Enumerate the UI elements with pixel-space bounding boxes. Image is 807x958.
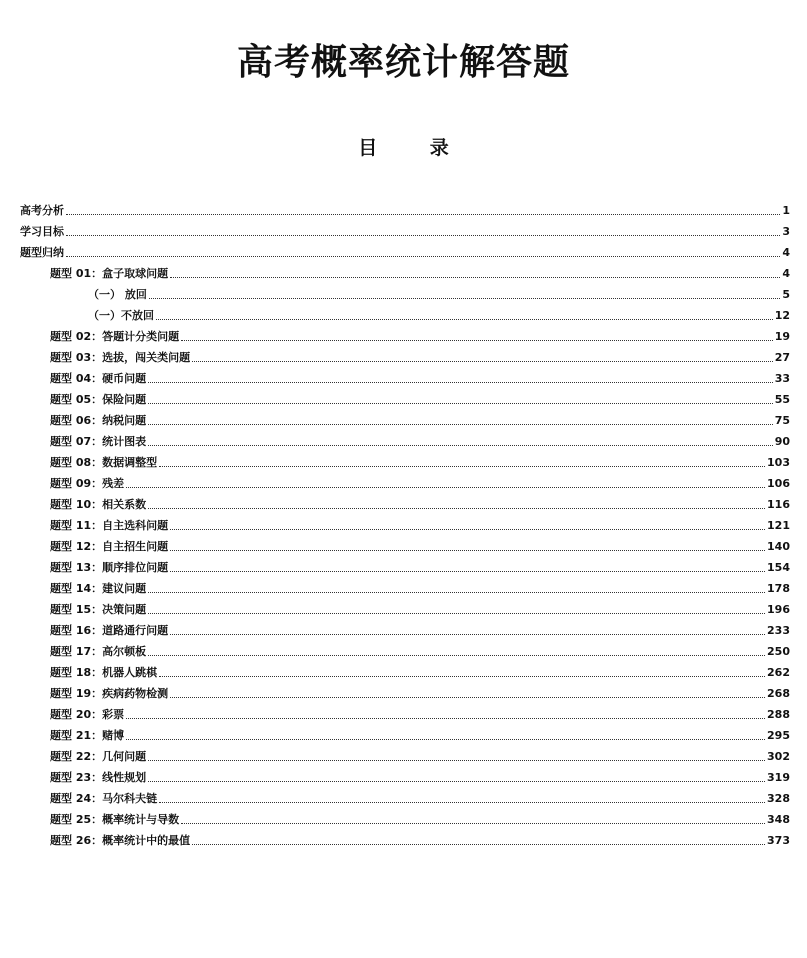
toc-entry[interactable] xyxy=(20,470,790,491)
toc-entry[interactable] xyxy=(20,323,790,344)
toc-entry[interactable] xyxy=(20,785,790,806)
toc-entry[interactable] xyxy=(20,575,790,596)
toc-entry-page-number: 154 xyxy=(767,561,790,574)
toc-entry[interactable] xyxy=(20,701,790,722)
toc-entry-label: 题型 20：彩票 xyxy=(50,708,125,721)
toc-entry-label: 题型 03：选拔，闯关类问题 xyxy=(50,351,191,364)
toc-entry[interactable] xyxy=(20,827,790,848)
toc-entry[interactable] xyxy=(20,260,790,281)
toc-entry-page-number: 178 xyxy=(767,582,790,595)
toc-entry-label: 题型 25：概率统计与导数 xyxy=(50,813,180,826)
toc-entry[interactable] xyxy=(20,680,790,701)
table-of-contents xyxy=(20,197,790,848)
toc-entry[interactable] xyxy=(20,218,790,239)
toc-dot-leader xyxy=(170,548,765,551)
toc-entry-page-number: 3 xyxy=(782,225,790,238)
toc-entry-label: 题型 18：机器人跳棋 xyxy=(50,666,158,679)
toc-entry-label: 题型 09：残差 xyxy=(50,477,125,490)
toc-dot-leader xyxy=(181,821,765,824)
toc-entry-page-number: 268 xyxy=(767,687,790,700)
toc-dot-leader xyxy=(170,275,780,278)
toc-dot-leader xyxy=(126,737,765,740)
toc-entry-page-number: 4 xyxy=(782,267,790,280)
toc-entry[interactable] xyxy=(20,596,790,617)
document-title: 高考概率统计解答题 xyxy=(236,42,570,84)
toc-entry-page-number: 288 xyxy=(767,708,790,721)
toc-entry[interactable] xyxy=(20,491,790,512)
toc-entry-label: 题型 22：几何问题 xyxy=(50,750,147,763)
toc-entry-label: 题型 24：马尔科夫链 xyxy=(50,792,158,805)
toc-entry-label: 题型 14：建议问题 xyxy=(50,582,147,595)
toc-entry-label: 题型 05：保险问题 xyxy=(50,393,147,406)
toc-entry-page-number: 328 xyxy=(767,792,790,805)
toc-entry[interactable] xyxy=(20,386,790,407)
toc-entry[interactable] xyxy=(20,239,790,260)
toc-entry-label: 高考分析 xyxy=(20,204,64,217)
toc-dot-leader xyxy=(170,569,765,572)
toc-entry-page-number: 55 xyxy=(774,393,790,406)
toc-entry-page-number: 302 xyxy=(767,750,790,763)
toc-entry-page-number: 90 xyxy=(774,435,790,448)
toc-entry[interactable] xyxy=(20,365,790,386)
toc-entry-page-number: 33 xyxy=(774,372,790,385)
toc-dot-leader xyxy=(192,359,773,362)
toc-dot-leader xyxy=(126,485,765,488)
toc-dot-leader xyxy=(66,254,780,257)
toc-entry-page-number: 121 xyxy=(767,519,790,532)
toc-entry-page-number: 116 xyxy=(767,498,790,511)
toc-dot-leader xyxy=(148,779,765,782)
toc-dot-leader xyxy=(149,296,781,299)
toc-entry[interactable] xyxy=(20,281,790,302)
toc-entry-page-number: 19 xyxy=(774,330,790,343)
toc-entry-page-number: 103 xyxy=(767,456,790,469)
toc-entry-label: 题型 17：高尔顿板 xyxy=(50,645,147,658)
toc-entry[interactable] xyxy=(20,344,790,365)
toc-entry-page-number: 140 xyxy=(767,540,790,553)
toc-entry-label: 题型 19：疾病药物检测 xyxy=(50,687,169,700)
toc-entry[interactable] xyxy=(20,449,790,470)
toc-entry-label: （一）不放回 xyxy=(88,309,154,322)
toc-dot-leader xyxy=(156,317,773,320)
toc-entry-page-number: 12 xyxy=(774,309,790,322)
toc-entry-label: 题型 26：概率统计中的最值 xyxy=(50,834,191,847)
toc-dot-leader xyxy=(159,464,765,467)
toc-entry[interactable] xyxy=(20,512,790,533)
toc-entry[interactable] xyxy=(20,197,790,218)
toc-dot-leader xyxy=(126,716,765,719)
toc-entry[interactable] xyxy=(20,302,790,323)
toc-dot-leader xyxy=(148,443,773,446)
toc-entry-label: 题型 11：自主选科问题 xyxy=(50,519,169,532)
toc-entry-page-number: 1 xyxy=(782,204,790,217)
toc-dot-leader xyxy=(148,653,765,656)
toc-entry-page-number: 106 xyxy=(767,477,790,490)
toc-dot-leader xyxy=(159,674,765,677)
toc-entry-page-number: 5 xyxy=(782,288,790,301)
toc-entry-label: 题型 16：道路通行问题 xyxy=(50,624,169,637)
toc-entry-label: 题型归纳 xyxy=(20,246,64,259)
toc-entry-label: 题型 08：数据调整型 xyxy=(50,456,158,469)
toc-entry[interactable] xyxy=(20,722,790,743)
toc-dot-leader xyxy=(66,233,780,236)
toc-entry[interactable] xyxy=(20,764,790,785)
toc-entry-page-number: 250 xyxy=(767,645,790,658)
toc-dot-leader xyxy=(181,338,773,341)
toc-entry-label: 题型 02：答题计分类问题 xyxy=(50,330,180,343)
toc-entry[interactable] xyxy=(20,638,790,659)
toc-entry-label: 题型 07：统计图表 xyxy=(50,435,147,448)
toc-entry-page-number: 27 xyxy=(774,351,790,364)
toc-entry-page-number: 233 xyxy=(767,624,790,637)
toc-entry[interactable] xyxy=(20,617,790,638)
toc-dot-leader xyxy=(148,401,773,404)
toc-entry-label: 题型 13：顺序排位问题 xyxy=(50,561,169,574)
toc-entry-page-number: 348 xyxy=(767,813,790,826)
toc-entry-page-number: 4 xyxy=(782,246,790,259)
toc-entry-label: 题型 01：盒子取球问题 xyxy=(50,267,169,280)
toc-entry-page-number: 262 xyxy=(767,666,790,679)
toc-entry[interactable] xyxy=(20,743,790,764)
toc-entry[interactable] xyxy=(20,533,790,554)
toc-dot-leader xyxy=(170,527,765,530)
toc-entry-page-number: 75 xyxy=(774,414,790,427)
toc-entry-page-number: 319 xyxy=(767,771,790,784)
toc-entry-label: 题型 06：纳税问题 xyxy=(50,414,147,427)
toc-dot-leader xyxy=(148,506,765,509)
toc-entry-page-number: 373 xyxy=(767,834,790,847)
toc-dot-leader xyxy=(192,842,765,845)
toc-dot-leader xyxy=(148,422,773,425)
toc-entry-label: 题型 04：硬币问题 xyxy=(50,372,147,385)
toc-entry-label: 题型 10：相关系数 xyxy=(50,498,147,511)
toc-entry-label: 题型 15：决策问题 xyxy=(50,603,147,616)
toc-entry[interactable] xyxy=(20,659,790,680)
toc-entry-label: 题型 21：赌博 xyxy=(50,729,125,742)
toc-entry[interactable] xyxy=(20,806,790,827)
toc-entry[interactable] xyxy=(20,407,790,428)
toc-entry-page-number: 196 xyxy=(767,603,790,616)
toc-entry-label: （一） 放回 xyxy=(88,288,147,301)
toc-entry-label: 题型 23：线性规划 xyxy=(50,771,147,784)
toc-entry-page-number: 295 xyxy=(767,729,790,742)
toc-entry-label: 题型 12：自主招生问题 xyxy=(50,540,169,553)
toc-dot-leader xyxy=(170,632,765,635)
toc-dot-leader xyxy=(66,212,780,215)
toc-dot-leader xyxy=(148,590,765,593)
toc-dot-leader xyxy=(148,611,765,614)
toc-heading: 目 录 xyxy=(358,137,463,159)
toc-entry[interactable] xyxy=(20,428,790,449)
toc-dot-leader xyxy=(148,380,773,383)
toc-dot-leader xyxy=(170,695,765,698)
toc-dot-leader xyxy=(159,800,765,803)
toc-entry[interactable] xyxy=(20,554,790,575)
toc-dot-leader xyxy=(148,758,765,761)
toc-entry-label: 学习目标 xyxy=(20,225,64,238)
